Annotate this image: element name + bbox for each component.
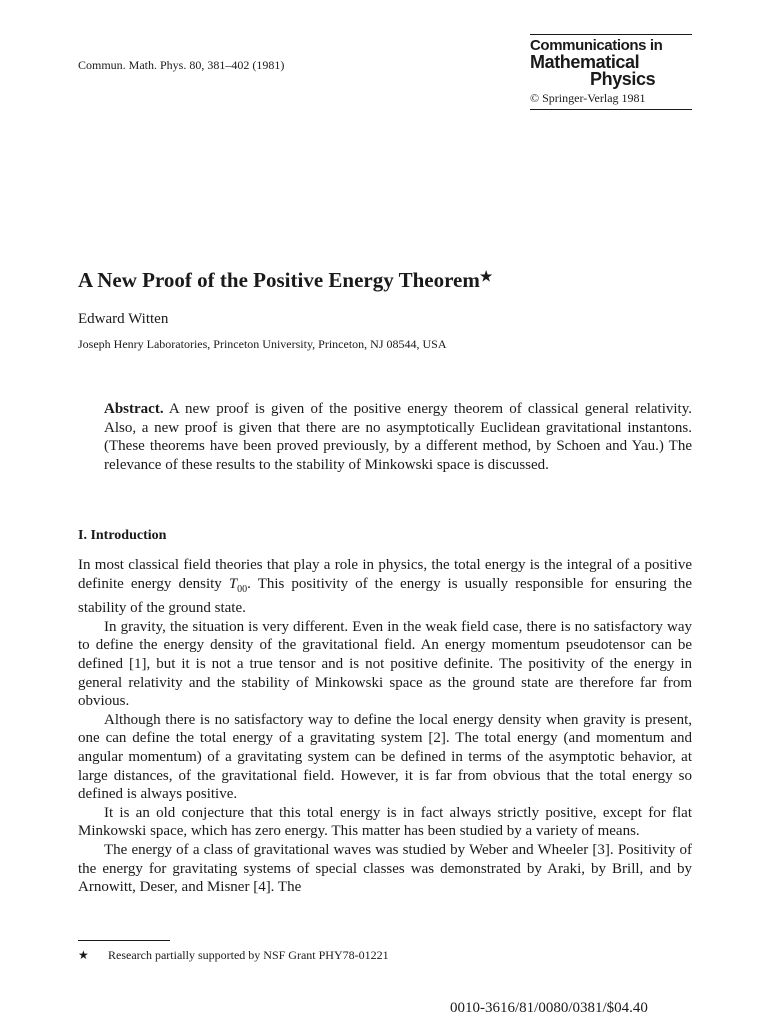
footnote-divider bbox=[78, 940, 170, 941]
abstract bbox=[104, 400, 692, 474]
abstract-label: Abstract. bbox=[104, 401, 164, 417]
publication-code: 0010-3616/81/0080/0381/$04.40 bbox=[450, 1000, 648, 1016]
paragraph-1 bbox=[78, 556, 692, 618]
journal-name-line2: Mathematical bbox=[530, 52, 640, 72]
t00-subscript: 00 bbox=[237, 583, 248, 595]
author-name: Edward Witten bbox=[78, 311, 169, 327]
abstract-text: A new proof is given of the positive energy theorem of classical general relativity. Also, a new proof is given that there are no asymptotically Euclidean gravitational instantons. (These theorems have been proved previously, by a different method, by Schoen and Yau.) The relevance of these results to the stability of Minkowski space is discussed. bbox=[104, 401, 692, 473]
paragraph-1-text-a: In most classical field theories that play a role in physics, the total energy is the integral of a positive definite energy density bbox=[78, 557, 692, 592]
paragraph-4: It is an old conjecture that this total energy is in fact always strictly positive, except for flat Minkowski space, which has zero energy. This matter has been studied by a variety of means. bbox=[78, 804, 692, 840]
paragraph-3: Although there is no satisfactory way to define the local energy density when gravity is present, one can define the total energy of a gravitating system [2]. The total energy (and momentum and angular momentum) of a gravitating system can be defined in terms of the asymptotic behavior, at large distances, of the gravitational field. However, it is far from obvious that the total energy so defined is always positive. bbox=[78, 711, 692, 803]
journal-top-rule bbox=[530, 34, 692, 35]
section-heading-introduction: I. Introduction bbox=[78, 528, 167, 543]
paper-title bbox=[78, 268, 492, 293]
footnote-text: Research partially supported by NSF Grant PHY78-01221 bbox=[108, 948, 389, 962]
author-affiliation: Joseph Henry Laboratories, Princeton University, Princeton, NJ 08544, USA bbox=[78, 337, 447, 351]
journal-logo-block bbox=[530, 34, 692, 110]
journal-bottom-rule bbox=[530, 109, 692, 110]
t00-symbol: T bbox=[228, 575, 238, 592]
paragraph-5: The energy of a class of gravitational waves was studied by Weber and Wheeler [3]. Positivity of the energy for gravitating systems of special classes was demonstrated by Araki, by Brill, and by Arnowitt, Deser, and Misner [4]. The bbox=[78, 841, 692, 896]
copyright-notice: © Springer-Verlag 1981 bbox=[530, 91, 646, 105]
paper-title-text: A New Proof of the Positive Energy Theorem bbox=[78, 268, 480, 292]
journal-name-line3: Physics bbox=[590, 69, 656, 89]
paragraph-1-text-b: . This positivity of the energy is usually responsible for ensuring the stability of the ground state. bbox=[78, 575, 692, 617]
introduction-body bbox=[78, 556, 692, 897]
paragraph-2: In gravity, the situation is very different. Even in the weak field case, there is no satisfactory way to define the energy density of the gravitational field. An energy momentum pseudotensor can be defined [1], but it is not a true tensor and is not positive definite. The positivity of the energy in general relativity and the stability of Minkowski space as the ground state are therefore far from obvious. bbox=[78, 618, 692, 710]
journal-citation: Commun. Math. Phys. 80, 381–402 (1981) bbox=[78, 58, 285, 72]
footnote-star-icon: ★ bbox=[78, 948, 89, 962]
footnote bbox=[78, 948, 389, 963]
title-footnote-star-icon: ★ bbox=[479, 270, 493, 285]
journal-name-line1: Communications in bbox=[530, 37, 663, 54]
